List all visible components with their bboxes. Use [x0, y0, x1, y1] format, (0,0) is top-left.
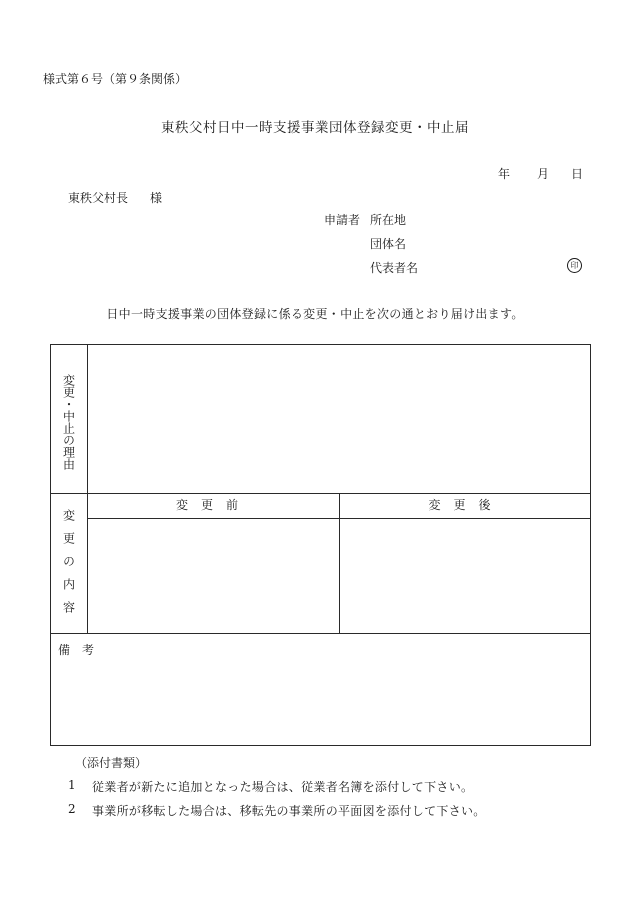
- addressee-name: 東秩父村長: [68, 191, 129, 205]
- after-change-input-area[interactable]: [340, 519, 590, 633]
- date-day-label: 日: [571, 167, 584, 181]
- attachment-item-number: 1: [68, 778, 76, 792]
- attachment-item-text: 従業者が新たに追加となった場合は、従業者名簿を添付して下さい。: [92, 780, 474, 794]
- before-change-input-area[interactable]: [88, 519, 339, 633]
- statement-text: 日中一時支援事業の団体登録に係る変更・中止を次の通とおり届け出ます。: [106, 307, 524, 321]
- attachment-item-text: 事業所が移転した場合は、移転先の事業所の平面図を添付して下さい。: [92, 804, 486, 818]
- date-month-label: 月: [537, 167, 550, 181]
- group-name-field-label: 団体名: [370, 237, 407, 251]
- date-year-label: 年: [498, 167, 511, 181]
- remarks-label: 備考: [58, 643, 107, 657]
- seal-icon: 印: [567, 258, 582, 273]
- form-table: [50, 344, 591, 746]
- after-change-header: 変更後: [428, 498, 504, 512]
- addressee: [68, 189, 162, 206]
- reason-label: 変更・中止の理由: [61, 374, 76, 470]
- before-change-header: 変更前: [175, 498, 251, 512]
- remarks-input-area[interactable]: [51, 634, 590, 745]
- form-number: 様式第６号（第９条関係）: [43, 72, 188, 86]
- addressee-honorific: 様: [150, 191, 163, 205]
- applicant-label: 申請者: [324, 213, 361, 227]
- attachment-item-number: 2: [68, 802, 76, 816]
- change-content-label: 変更の内容: [61, 508, 76, 624]
- representative-field-label: 代表者名: [370, 261, 419, 275]
- reason-input-area[interactable]: [88, 345, 590, 493]
- document-title: 東秩父村日中一時支援事業団体登録変更・中止届: [161, 120, 469, 136]
- address-field-label: 所在地: [370, 213, 407, 227]
- attachments-heading: （添付書類）: [75, 756, 148, 770]
